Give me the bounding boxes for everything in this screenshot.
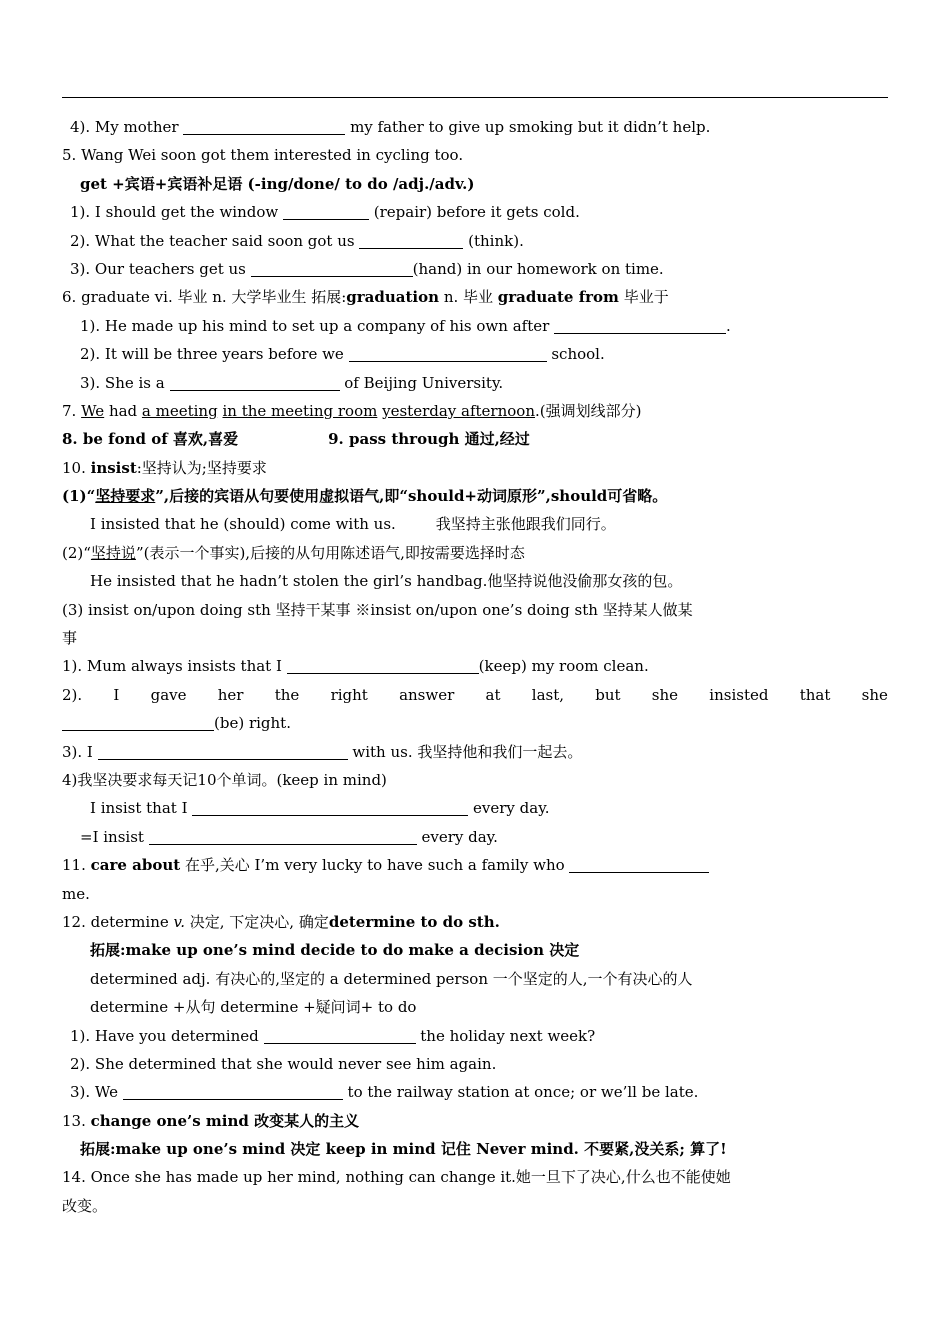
- answer-blank[interactable]: [251, 259, 413, 277]
- text: 4). My mother: [70, 118, 184, 136]
- exercise-line: [62, 113, 888, 141]
- exercise-line: 1). Mum always insists that I (keep) my room clean.: [62, 657, 649, 676]
- section-7-title: 7. We had a meeting in the meeting room yesterday afternoon.(强调划线部分): [62, 401, 642, 420]
- exercise-line: 1). I should get the window (repair) before it gets cold.: [70, 203, 580, 222]
- section-6-title: 6. graduate vi. 毕业 n. 大学毕业生 拓展:graduation n. 毕业 graduate from 毕业于: [62, 288, 669, 307]
- answer-blank[interactable]: [569, 855, 709, 873]
- exercise-line: 3). I with us. 我坚持他和我们一起去。: [62, 742, 583, 761]
- exercise-line: I insist that I every day.: [90, 799, 550, 818]
- extension-note: 拓展:make up one’s mind 决定 keep in mind 记住 Never mind. 不要紧,没关系; 算了!: [80, 1140, 727, 1159]
- section-12-title: 12. determine v. 决定, 下定决心, 确定determine to do sth.: [62, 912, 500, 931]
- answer-blank[interactable]: [123, 1082, 343, 1100]
- exercise-line: 4)我坚决要求每天记10个单词。(keep in mind): [62, 770, 387, 789]
- extension-note: determine +从句 determine +疑问词+ to do: [90, 998, 417, 1017]
- example-sentence: He insisted that he hadn’t stolen the girl’s handbag.他坚持说他没偷那女孩的包。: [90, 572, 683, 591]
- section-10-title: 10. insist:坚持认为;坚持要求: [62, 458, 267, 477]
- grammar-rule: (3) insist on/upon doing sth 坚持干某事 ※insist on/upon one’s doing sth 坚持某人做某: [62, 600, 693, 619]
- answer-blank[interactable]: [283, 202, 369, 220]
- extension-note: determined adj. 有决心的,坚定的 a determined person 一个坚定的人,一个有决心的人: [90, 969, 693, 988]
- answer-blank[interactable]: [183, 117, 345, 135]
- grammar-rule: get +宾语+宾语补足语 (-ing/done/ to do /adj./adv.): [80, 174, 475, 193]
- section-11-cont: me.: [62, 884, 90, 903]
- section-11-title: 11. care about 在乎,关心 I’m very lucky to have such a family who: [62, 851, 888, 879]
- answer-blank[interactable]: [554, 316, 726, 334]
- exercise-line: 2). It will be three years before we school.: [80, 345, 605, 364]
- exercise-line-justified: 2). I gave her the right answer at last, but she insisted that she: [62, 685, 888, 704]
- exercise-line: 1). He made up his mind to set up a company of his own after .: [80, 316, 731, 335]
- answer-blank[interactable]: [149, 827, 417, 845]
- exercise-line-cont: (be) right.: [62, 709, 888, 737]
- section-13-title: 13. change one’s mind 改变某人的主义: [62, 1111, 360, 1130]
- document-body: [62, 113, 888, 1220]
- exercise-line: 2). What the teacher said soon got us (think).: [70, 231, 524, 250]
- answer-blank[interactable]: [62, 713, 214, 731]
- grammar-rule: (1)“坚持要求”,后接的宾语从句要使用虚拟语气,即“should+动词原形”,should可省略。: [62, 487, 668, 506]
- answer-blank[interactable]: [192, 798, 468, 816]
- answer-blank[interactable]: [359, 231, 463, 249]
- exercise-line: =I insist every day.: [80, 827, 498, 846]
- answer-blank[interactable]: [170, 373, 340, 391]
- answer-blank[interactable]: [349, 344, 547, 362]
- grammar-rule: (2)“坚持说”(表示一个事实),后接的从句用陈述语气,即按需要选择时态: [62, 543, 525, 562]
- text: my father to give up smoking but it didn’t help.: [345, 118, 711, 136]
- section-14-cont: 改变。: [62, 1196, 108, 1215]
- exercise-line: 3). We to the railway station at once; or we’ll be late.: [70, 1083, 699, 1102]
- exercise-line: 3). Our teachers get us (hand) in our homework on time.: [70, 259, 664, 278]
- section-14-title: 14. Once she has made up her mind, nothing can change it.她一旦下了决心,什么也不能使她: [62, 1168, 731, 1187]
- answer-blank[interactable]: [98, 742, 348, 760]
- exercise-line: 2). She determined that she would never see him again.: [70, 1054, 497, 1073]
- answer-blank[interactable]: [264, 1026, 416, 1044]
- extension-note: 拓展:make up one’s mind decide to do make a decision 决定: [90, 941, 580, 960]
- grammar-rule-cont: 事: [62, 629, 78, 648]
- exercise-line: 3). She is a of Beijing University.: [80, 373, 504, 392]
- answer-blank[interactable]: [287, 656, 479, 674]
- section-5-title: 5. Wang Wei soon got them interested in cycling too.: [62, 146, 464, 165]
- header-rule: [62, 97, 888, 98]
- exercise-line: 1). Have you determined the holiday next week?: [70, 1026, 596, 1045]
- example-sentence: I insisted that he (should) come with us. 我坚持主张他跟我们同行。: [90, 515, 616, 534]
- section-8-9-title: 8. be fond of 喜欢,喜爱 9. pass through 通过,经过: [62, 430, 530, 449]
